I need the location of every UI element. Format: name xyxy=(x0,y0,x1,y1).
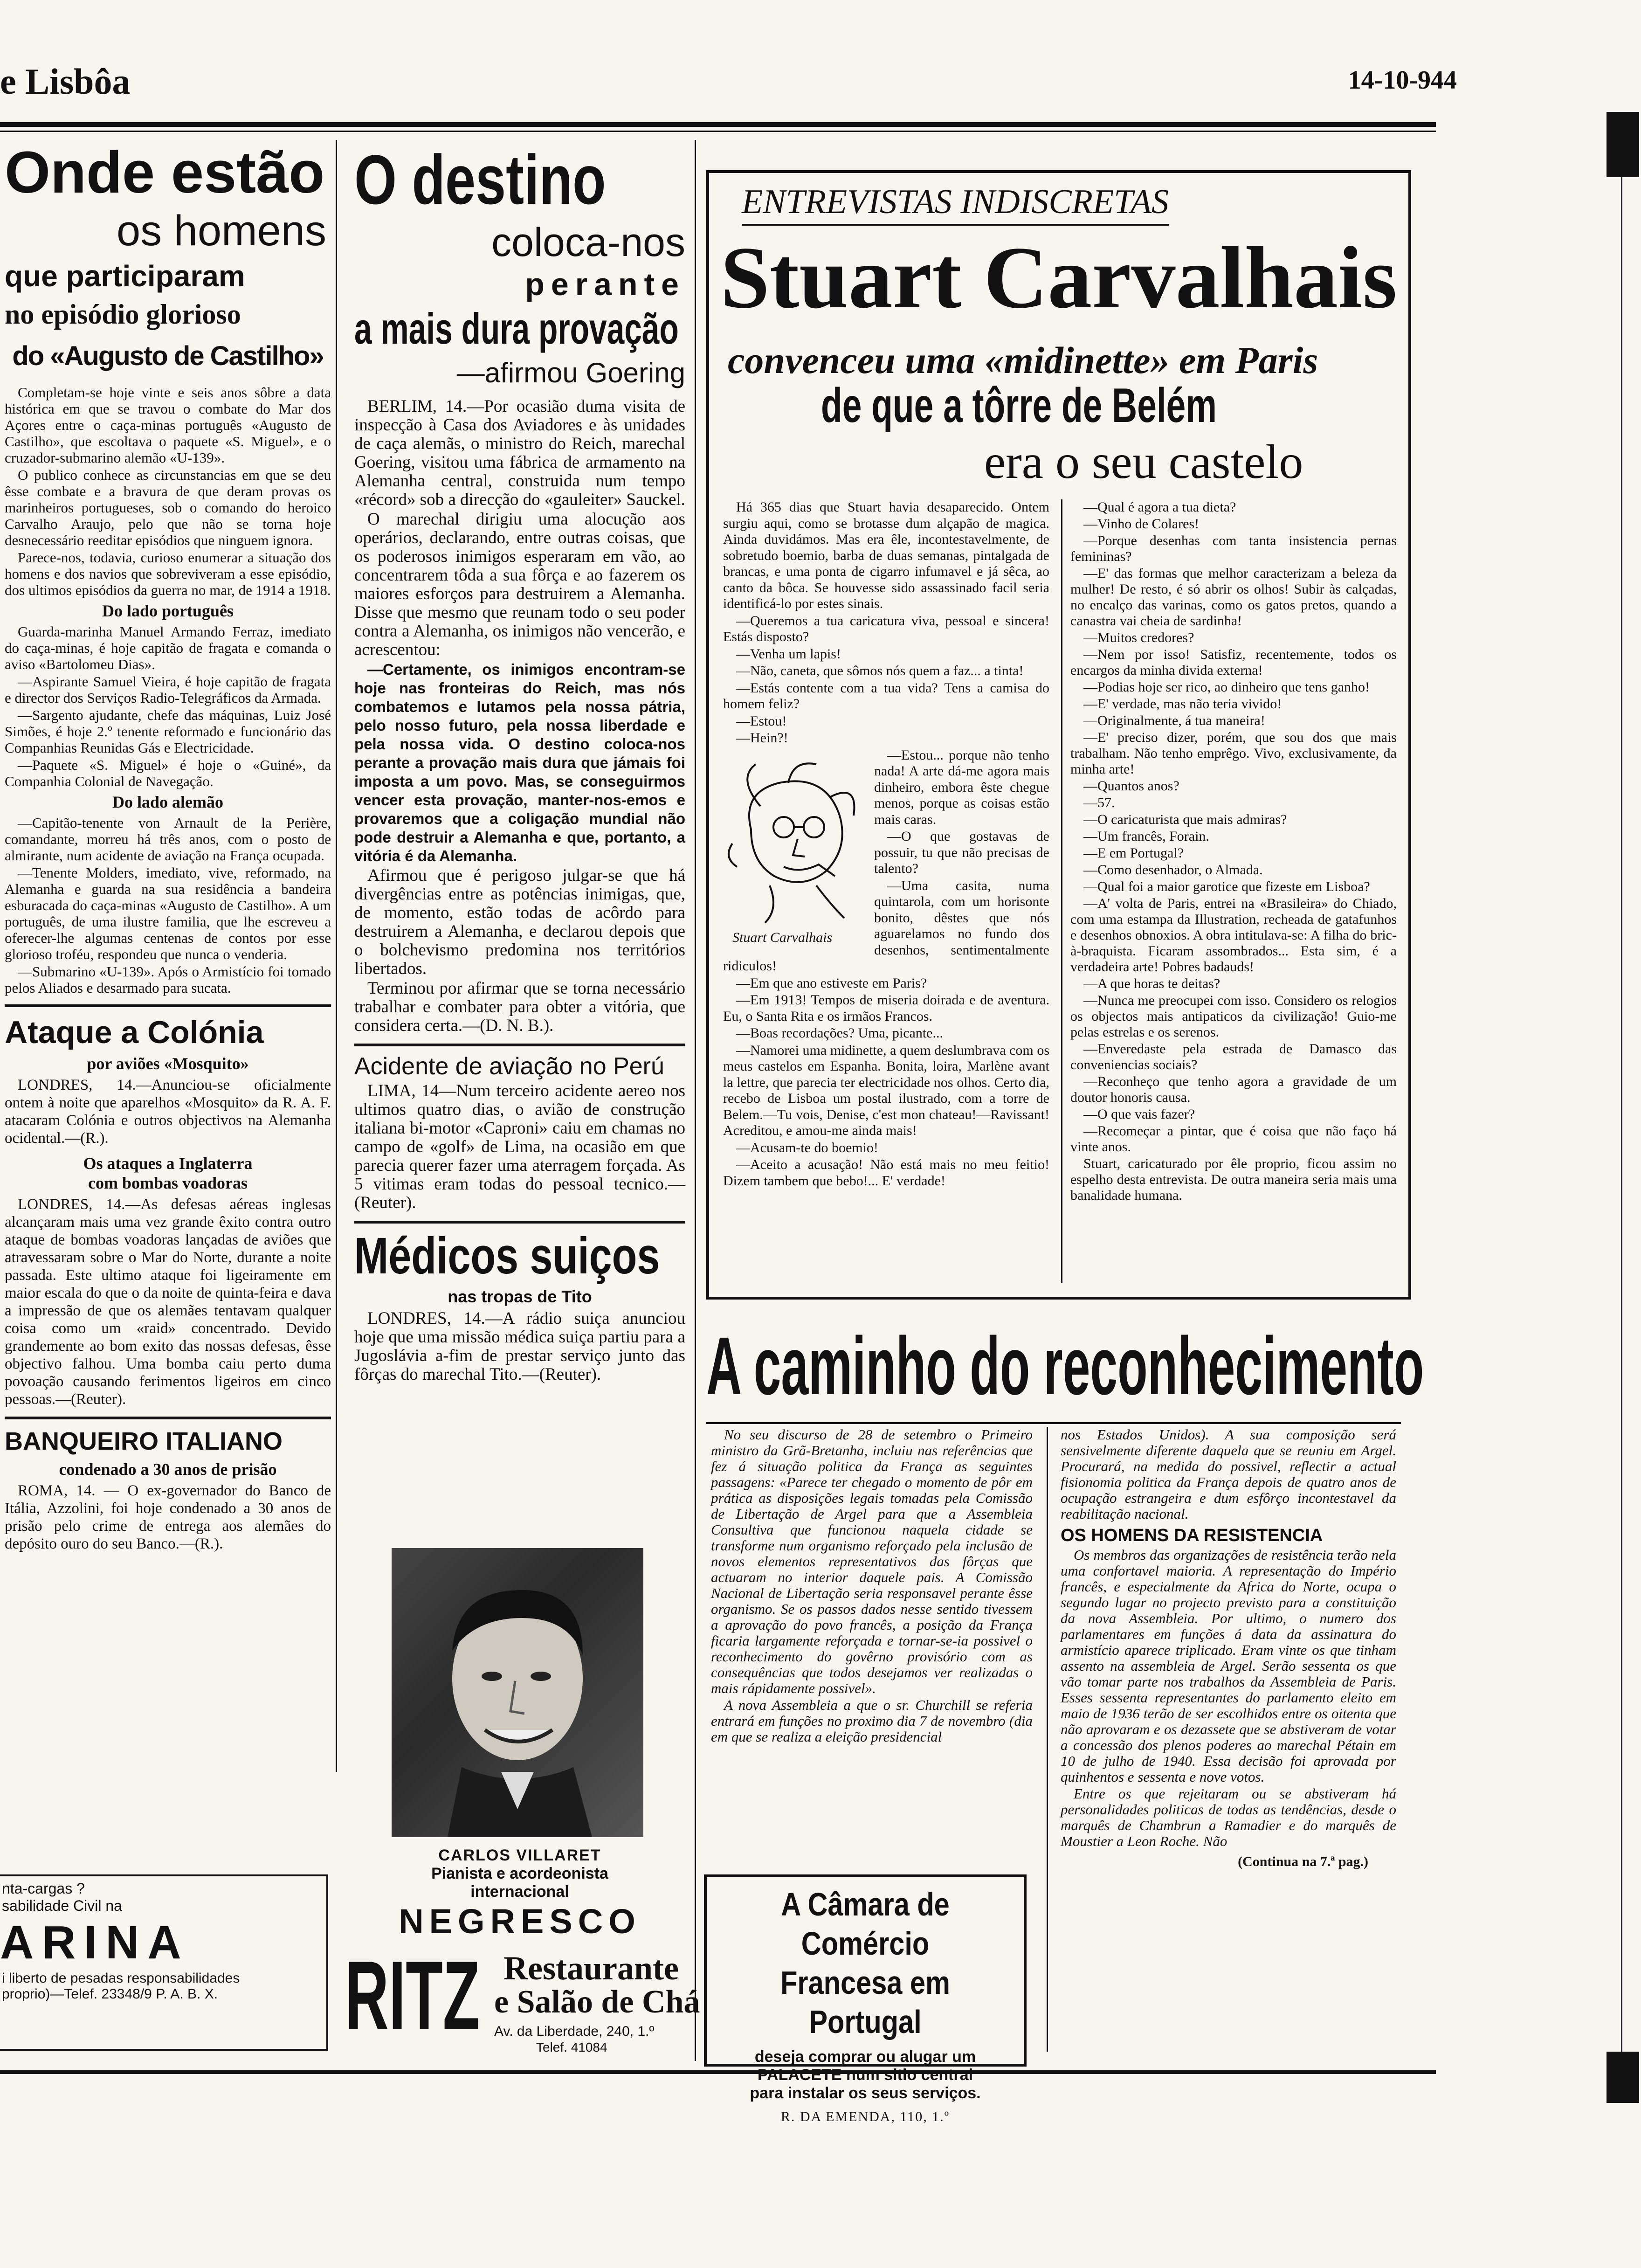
paragraph: —E' das formas que melhor caracterizam a beleza da mulher! De resto, é só abrir os olhos! Subir às calçadas, no encalço das varinas, como os gatos pretos, quando a canastra vai cheia de sardinha! xyxy=(1070,566,1397,629)
col2-rule-2 xyxy=(354,1221,685,1224)
paragraph: —Como desenhador, o Almada. xyxy=(1083,862,1263,878)
paragraph: nos Estados Unidos). A sua composição será sensivelmente diferente daquela que se reuniu em Argel. Procurará, na medida do possivel, reflectir a actual fisionomia politica da França depois de quatro anos de ocupação estrangeira e dum esfôrço incontestavel da reabilitação nacional. xyxy=(1061,1426,1396,1522)
caminho-left-column xyxy=(711,1427,1033,1746)
col1-body-2 xyxy=(5,623,331,789)
col2-headline-2: coloca-nos xyxy=(491,220,685,265)
ataques-body xyxy=(5,1196,331,1408)
col1-subhead-portugues: Do lado português xyxy=(102,602,234,620)
paragraph: —Estou! xyxy=(736,713,787,729)
caricature-drawing xyxy=(723,750,868,927)
masthead-rule xyxy=(0,122,1436,127)
colonia-subtitle: por aviões «Mosquito» xyxy=(87,1054,249,1073)
paragraph: —Estás contente com a tua vida? Tens a camisa do homem feliz? xyxy=(723,680,1049,712)
ataques-title-2: com bombas voadoras xyxy=(88,1174,248,1192)
paragraph: —Aceito a acusação! Não está mais no meu feitio! Dizem tambem que bebo!... E' verdade! xyxy=(723,1157,1049,1189)
paragraph: —Não, caneta, que sômos nós quem a faz... a tinta! xyxy=(736,663,1024,678)
interview-line-3: era o seu castelo xyxy=(984,435,1303,489)
col1-subhead-alemao: Do lado alemão xyxy=(112,793,223,811)
caminho-divider xyxy=(1047,1427,1048,2052)
paragraph: —Sargento ajudante, chefe das máquinas, Luiz José Simões, é hoje 2.º tenente reformado e funcionário das Companhias Reunidas Gás e Electricidade. xyxy=(5,707,331,756)
paragraph: —Em que ano estiveste em Paris? xyxy=(736,975,927,991)
paragraph: Entre os que rejeitaram ou se abstiveram há personalidades politicas de todas as tendências, desde o marquês de Chambrun a Ramadier e do marquês de Moustier a Leon Roche. Não xyxy=(1061,1785,1396,1849)
paragraph: —A' volta de Paris, entrei na «Brasileira» do Chiado, com uma estampa da Illustration, recheada de gatafunhos e desenhos obnoxios. A obra intitulava-se: A filha do bric-à-braquista. Ficaram assombrados... Esta sim, é a verdadeira arte! Pobres badauds! xyxy=(1070,896,1397,975)
paragraph: Terminou por afirmar que se torna necessário trabalhar e combater para obter a vitória, que considera certa.—(D. N. B.). xyxy=(354,979,685,1035)
ad-line-3: i liberto de pesadas responsabilidades xyxy=(2,1971,240,1986)
col1-body-3 xyxy=(5,815,331,996)
paragraph: BERLIM, 14.—Por ocasião duma visita de inspecção à Casa dos Aviadores e às unidades de caça alemãs, o ministro do Reich, marechal Goering, visitou uma fábrica de armamento na Alemanha central, construida num tempo «récord» sob a direcção do «gauleiter» Sauckel. xyxy=(354,397,685,509)
medicos-title: Médicos suiços xyxy=(354,1227,660,1285)
paragraph: Afirmou que é perigoso julgar-se que há divergências entre as potências inimigas, que, de momento, estão todas de acôrdo para destruirem a Alemanha, e declarou depois que o bolchevismo predomina nos territórios libertados. xyxy=(354,866,685,978)
col1-headline-1: Onde estão xyxy=(5,139,325,205)
col1-rule-2 xyxy=(5,1417,331,1419)
paragraph: LONDRES, 14.—A rádio suiça anunciou hoje que uma missão médica suiça partiu para a Jugoslávia a-fim de prestar serviço junto das fôrças do marechal Tito.—(Reuter). xyxy=(354,1309,685,1384)
paragraph: No seu discurso de 28 de setembro o Primeiro ministro da Grã-Bretanha, incluiu nas referências que fez á situação politica da França as seguintes passagens: «Parece ter chegado o momento de pôr em prática as disposições legais tomadas pela Comissão de Libertação de Argel para que a Assembleia Consultiva que funcionou naquela cidade se transforme num organismo reforçado pela inclusão de novos elementos representativos das fôrças que actuaram no interior daquele pais. A Comissão Nacional de Libertação seria responsavel perante êsse organismo. Se os passos dados nesse sentido tivessem a aprovação do povo francês, a posição da França ficaria largamente reforçada e tornar-se-ia possivel o reconhecimento do govêrno provisório com as consequências que todos desejamos ver realizadas o mais rápidamente possivel». xyxy=(711,1426,1033,1696)
camara-address: R. DA EMENDA, 110, 1.º xyxy=(780,2109,950,2124)
caricature-caption: Stuart Carvalhais xyxy=(732,929,833,945)
banqueiro-subtitle: condenado a 30 anos de prisão xyxy=(59,1460,277,1479)
paragraph: —Namorei uma midinette, a quem deslumbrava com os meus castelos em Espanha. Bonita, loira, Marlène avant la lettre, que parecia ter electricidade nos olhos. Certo dia, recebo de Lisboa um postal ilustrado, com a torre de Belem.—Tu vois, Denise, c'est mon chateau!—Ravissant! Acreditou, e amou-me ainda mais! xyxy=(723,1042,1049,1138)
edge-bar-bottom xyxy=(1607,2052,1639,2103)
villaret-photo xyxy=(392,1548,643,1837)
negresco-label: NEGRESCO xyxy=(399,1902,641,1941)
caminho-rule xyxy=(706,1422,1401,1424)
photo-sub-2: internacional xyxy=(470,1883,569,1901)
paragraph: Completam-se hoje vinte e seis anos sôbre a data histórica em que se travou o combate do Mar dos Açores entre o caça-minas português «Augusto de Castilho», que escoltava o paquete «S. Miguel», e o cruzador-submarino alemão «U-139». xyxy=(5,384,331,466)
edge-line-right xyxy=(1621,177,1622,2052)
col2-rule xyxy=(354,1044,685,1046)
paragraph: —Porque desenhas com tanta insistencia pernas femininas? xyxy=(1070,533,1397,564)
paragraph: —E' preciso dizer, porém, que sou dos que mais trabalham. Não tenho emprêgo. Vivo, exclusivamente, da minha arte! xyxy=(1070,730,1397,777)
colonia-title: Ataque a Colónia xyxy=(5,1015,264,1050)
ritz-telephone: Telef. 41084 xyxy=(536,2040,607,2054)
paragraph: O publico conhece as circunstancias em que se deu êsse combate e a bravura de que deram provas os marinheiros portugueses, sob o comando do heroico Carvalho Araujo, pelo que não se torna hoje desnecessário reeditar episódios que ninguem ignora. xyxy=(5,467,331,548)
masthead-rule-thin xyxy=(0,131,1436,132)
masthead-title: e Lisbôa xyxy=(0,61,131,102)
paragraph: —Tenente Molders, imediato, vive, reformado, na Alemanha e guarda na sua residência a bandeira esburacada do caça-minas «Augusto de Castilho». A um português, de uma ilustre familia, que lhe escreveu a oferecer-lhe algumas centenas de contos por esse glorioso troféu, respondeu que nunca o venderia. xyxy=(5,864,331,962)
col2-headline-1: O destino xyxy=(354,140,606,219)
paragraph: LIMA, 14—Num terceiro acidente aereo nos ultimos quatro dias, o avião de construção italiana bi-motor «Caproni» caiu em chamas no campo de «golf» de Lima, na ocasião em que parecia querer fazer uma aterragem forçada. As 5 vitimas eram todas do pessoal tecnico.—(Reuter). xyxy=(354,1081,685,1212)
paragraph: LONDRES, 14.—As defesas aéreas inglesas alcançaram mais uma vez grande êxito contra outro ataque de bombas voadoras lançadas de aviões que atravessaram sobre o Mar do Norte, durante a noite passada. Este ultimo ataque foi ligeiramente em maior escala do que o da noite de quinta-feira e dava a impressão de que os alemães tentavam qualquer coisa como um «raid» concentrado. Devido grandemente ao bom exito das nossas defesas, êsse objectivo falhou. Uma bomba caiu perto duma povoação causando ferimentos ligeiros em cinco pessoas.—(Reuter). xyxy=(5,1196,331,1408)
ataques-title-1: Os ataques a Inglaterra xyxy=(83,1154,253,1173)
paragraph: —Submarino «U-139». Após o Armistício foi tomado pelos Aliados e desarmado para sucata. xyxy=(5,963,331,996)
ad-brand: ARINA xyxy=(0,1916,190,1969)
interview-kicker: ENTREVISTAS INDISCRETAS xyxy=(742,182,1169,226)
interview-line-2: de que a tôrre de Belém xyxy=(821,379,1217,433)
photo-name: CARLOS VILLARET xyxy=(438,1846,601,1864)
paragraph: —A que horas te deitas? xyxy=(1083,976,1220,991)
photo-sub-1: Pianista e acordeonista xyxy=(431,1865,608,1882)
paragraph: —Um francês, Forain. xyxy=(1083,829,1209,844)
paragraph: —Enveredaste pela estrada de Damasco das conveniencias sociais? xyxy=(1070,1041,1397,1072)
villaret-caption xyxy=(354,1846,685,1942)
camara-title-1: A Câmara de Comércio xyxy=(781,1886,950,1962)
paragraph: —Queremos a tua caricatura viva, pessoal e sincera! Estás disposto? xyxy=(723,613,1049,644)
col2-headline-5: —afirmou Goering xyxy=(456,357,685,388)
paragraph: —Paquete «S. Miguel» é hoje o «Guiné», da Companhia Colonial de Navegação. xyxy=(5,757,331,789)
caminho-right-column xyxy=(1061,1427,1396,1870)
paragraph: —Nem por isso! Satisfiz, recentemente, todos os encargos da minha divida externa! xyxy=(1070,647,1397,678)
col2-body xyxy=(354,397,685,1035)
column-1 xyxy=(5,140,331,1554)
paragraph: —Em 1913! Tempos de miseria doirada e de aventura. Eu, o Santa Rita e os irmãos Francos. xyxy=(723,992,1049,1024)
caminho-subhead: OS HOMENS DA RESISTENCIA xyxy=(1061,1526,1323,1545)
interview-left-column xyxy=(723,499,1049,1190)
paragraph: —57. xyxy=(1083,795,1115,810)
col1-headline-4: no episódio glorioso xyxy=(5,299,241,330)
paragraph: Há 365 dias que Stuart havia desaparecido. Ontem surgiu aqui, como se brotasse dum alçapão de magica. Ainda duvidámos. Mas era êle, incontestavelmente, de sobretudo boemio, barba de duas semanas, pintalgada de brancas, e uma ponta de cigarro infumavel e já sêca, ao canto da bôca. Se houvesse sido assassinado facil seria identificá-lo por estes sinais. xyxy=(723,499,1049,611)
acidente-body xyxy=(354,1082,685,1212)
paragraph: —Capitão-tenente von Arnault de la Perière, comandante, morreu há três anos, com o posto de almirante, num acidente de aviação na França ocupada. xyxy=(5,815,331,864)
col1-rule xyxy=(5,1004,331,1007)
paragraph: ROMA, 14. — O ex-governador do Banco de Itália, Azzolini, foi hoje condenado a 30 anos de prisão pelo crime de entrega aos alemães do depósito ouro do seu Banco.—(R.). xyxy=(5,1482,331,1552)
paragraph: —E em Portugal? xyxy=(1083,845,1184,861)
paragraph: —Uma casita, numa quintarola, com um horisonte bonito, dêstes que nós aguarelamos no fundo dos desenhos, sentimentalmente ridiculos! xyxy=(723,878,1049,974)
masthead-date: 14-10-944 xyxy=(1348,66,1457,95)
paragraph: —Reconheço que tenho agora a gravidade de um doutor honoris causa. xyxy=(1070,1074,1397,1105)
paragraph: Os membros das organizações de resistência terão nela uma confortavel maioria. A representação do Império francês, e especialmente da Africa do Norte, ocupa o segundo lugar no projecto previsto para a constituição da nova Assembleia. Por ultimo, o numero dos parlamentares em funções á data da assinatura do armistício aparece triplicado. Eram vinte os que tinham assento na assembleia de Argel. Serão sessenta os que vão tomar parte nos trabalhos da Assembleia de Paris. Esses sessenta representantes do parlamento eleito em maio de 1936 terão de ser escolhidos entre os oitenta que não aprovaram e os dezassete que se abstiveram de votar a concessão dos plenos poderes ao marechal Pétain em 10 de julho de 1940. Essa decisão foi aprovada por quinhentos e sessenta e nove votos. xyxy=(1061,1547,1396,1785)
paragraph: Stuart, caricaturado por êle proprio, ficou assim no espelho desta entrevista. De outra maneira seria mais uma banalidade humana. xyxy=(1070,1156,1397,1203)
paragraph: —Recomeçar a pintar, que é coisa que não faço há vinte anos. xyxy=(1070,1123,1397,1155)
col1-headline-2: os homens xyxy=(116,207,326,255)
paragraph: A nova Assembleia a que o sr. Churchill se referia entrará em funções no proximo dia 7 de novembro (dia em que se realiza a eleição presidencial xyxy=(711,1697,1033,1745)
paragraph: —Hein?! xyxy=(736,730,788,746)
interview-line-1: convenceu uma «midinette» em Paris xyxy=(728,339,1318,381)
column-divider-2 xyxy=(695,140,696,2061)
medicos-subtitle: nas tropas de Tito xyxy=(448,1287,592,1306)
paragraph: —Nunca me preocupei com isso. Considero os relogios os objectos mais antipaticos da civilização! Guio-me pelas estrelas e os serenos. xyxy=(1070,993,1397,1040)
column-2 xyxy=(354,140,685,1385)
acidente-title: Acidente de aviação no Perú xyxy=(354,1053,664,1080)
banqueiro-body xyxy=(5,1482,331,1553)
caminho-title: A caminho do reconhecimento xyxy=(706,1321,1424,1412)
col1-body xyxy=(5,384,331,598)
paragraph: —Acusam-te do boemio! xyxy=(736,1140,878,1155)
camara-title-2: Francesa em Portugal xyxy=(780,1964,950,2040)
paragraph: Guarda-marinha Manuel Armando Ferraz, imediato do caça-minas, é hoje capitão de fragata e comanda o aviso «Bartolomeu Dias». xyxy=(5,623,331,672)
paragraph: —E' verdade, mas não teria vivido! xyxy=(1083,696,1282,712)
column-divider-1 xyxy=(336,140,337,1772)
caminho-continua: (Continua na 7.ª pag.) xyxy=(1238,1854,1368,1869)
col1-headline-5: do «Augusto de Castilho» xyxy=(12,341,324,371)
ad-line-1: nta-cargas ? xyxy=(2,1880,85,1897)
col2-headline-4: a mais dura provação xyxy=(354,304,679,353)
paragraph: Parece-nos, todavia, curioso enumerar a situação dos homens e dos navios que sobreviveram a esse episódio, dos ultimos episódios da guerra no mar, de 1914 a 1918. xyxy=(5,549,331,598)
caricature-wrap xyxy=(723,750,868,946)
paragraph: —Qual é agora a tua dieta? xyxy=(1083,499,1236,515)
paragraph: —Muitos credores? xyxy=(1083,630,1194,645)
ritz-line-2: e Salão de Chá xyxy=(494,1984,700,2020)
interview-column-divider xyxy=(1061,499,1062,1283)
col1-headline-3: que participaram xyxy=(5,259,245,293)
paragraph: —O que gostavas de possuir, tu que não precisas de talento? xyxy=(874,829,1049,876)
camara-line-2: PALACETE num sitio central xyxy=(757,2066,973,2084)
paragraph: —O que vais fazer? xyxy=(1083,1106,1195,1122)
paragraph: —Vinho de Colares! xyxy=(1083,516,1200,532)
ritz-logo: RITZ xyxy=(345,1941,480,2050)
insurance-ad xyxy=(0,1874,328,2051)
paragraph: —Boas recordações? Uma, picante... xyxy=(736,1025,943,1041)
paragraph: O marechal dirigiu uma alocução aos operários, declarando, entre outras coisas, que os poderosos inimigos esperaram em vão, ao concentrarem tôda a sua fôrça e ao fazerem os maiores esforços para destruirem a Alemanha. Disse que mesmo que reunam todo o seu poder contra a Alemanha, os inimigos não vencerão, e acrescentou: xyxy=(354,510,685,659)
medicos-body xyxy=(354,1309,685,1384)
portrait-illustration xyxy=(392,1548,643,1837)
paragraph: —O caricaturista que mais admiras? xyxy=(1083,812,1287,827)
camara-line-3: para instalar os seus serviços. xyxy=(750,2084,981,2102)
paragraph: —Estou... porque não tenho nada! A arte dá-me agora mais dinheiro, embora êste chegue menos, porque as coisas estão mais caras. xyxy=(874,747,1049,827)
ritz-line-1: Restaurante xyxy=(503,1950,679,1987)
ritz-ad xyxy=(345,1941,700,2056)
camara-ad xyxy=(704,1874,1027,2124)
paragraph: —Certamente, os inimigos encontram-se hoje nas fronteiras do Reich, mas nós combatemos e lutamos pela nossa pátria, pelo nosso futuro, pela nossa liberdade e pela nossa vida. O destino coloca-nos perante a provação mais dura que jámais foi imposta a um povo. Mas, se conseguirmos vencer esta provação, manter-nos-emos e provaremos que a coligação mundial não pode destruir a Alemanha e que, portanto, a vitória é da Alemanha. xyxy=(354,661,685,864)
ritz-address: Av. da Liberdade, 240, 1.º xyxy=(494,2024,655,2039)
paragraph: LONDRES, 14.—Anunciou-se oficialmente ontem à noite que aparelhos «Mosquito» da R. A. F. atacaram Colónia e outros objectivos na Alemanha ocidental.—(R.). xyxy=(5,1077,331,1147)
interview-box xyxy=(706,170,1411,1300)
paragraph: —Quantos anos? xyxy=(1083,778,1179,794)
colonia-body xyxy=(5,1076,331,1147)
paragraph: —Originalmente, á tua maneira! xyxy=(1083,713,1265,728)
paragraph: —Qual foi a maior garotice que fizeste em Lisboa? xyxy=(1083,879,1370,894)
edge-bar-top xyxy=(1607,112,1639,177)
paragraph: —Aspirante Samuel Vieira, é hoje capitão de fragata e director dos Serviços Radio-Telegráficos da Armada. xyxy=(5,673,331,706)
col2-headline-3: perante xyxy=(525,267,685,302)
paragraph: —Venha um lapis! xyxy=(736,646,841,662)
ad-line-4: proprio)—Telef. 23348/9 P. A. B. X. xyxy=(2,1986,218,2002)
interview-right-column xyxy=(1070,499,1397,1204)
interview-name: Stuart Carvalhais xyxy=(720,229,1397,327)
paragraph: —Podias hoje ser rico, ao dinheiro que tens ganho! xyxy=(1083,679,1370,695)
camara-line-1: deseja comprar ou alugar um xyxy=(754,2048,976,2066)
banqueiro-title: BANQUEIRO ITALIANO xyxy=(5,1427,283,1455)
ad-line-2: sabilidade Civil na xyxy=(2,1897,122,1914)
